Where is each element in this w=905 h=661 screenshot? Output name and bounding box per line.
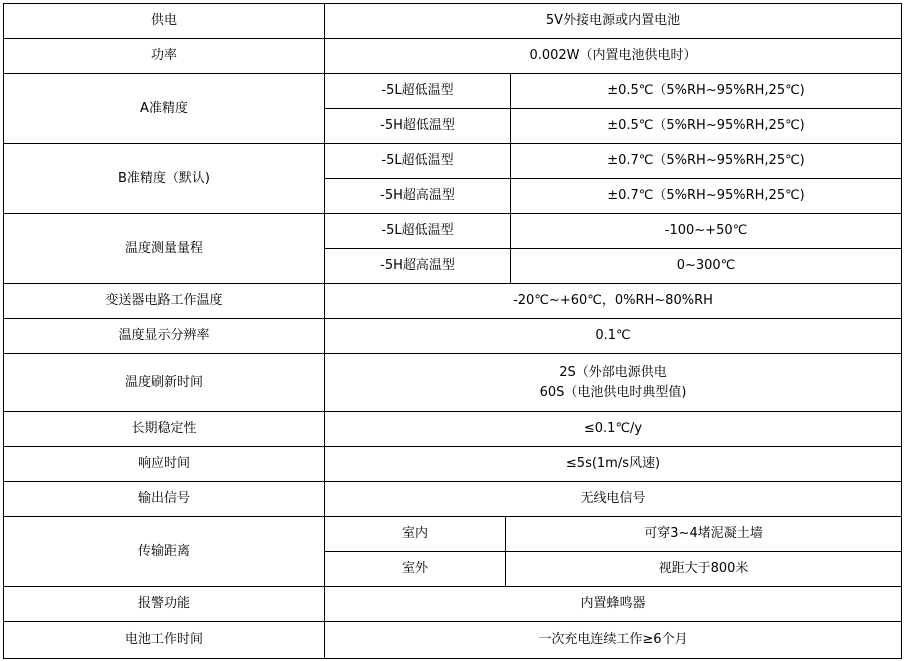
value-circuit-temp: -20℃~+60℃，0%RH~80%RH (324, 283, 902, 319)
refresh-line-1: 2S（外部电源供电 (559, 364, 667, 380)
transmission-place-1: 室内 (324, 516, 506, 552)
value-response: ≤5s(1m/s风速) (324, 446, 902, 482)
label-measure-range: 温度测量量程 (3, 213, 325, 284)
value-battery: 一次充电连续工作≥6个月 (324, 621, 902, 659)
refresh-line-2: 60S（电池供电时典型值) (539, 384, 687, 400)
value-output: 无线电信号 (324, 481, 902, 517)
value-power-supply: 5V外接电源或内置电池 (324, 3, 902, 39)
transmission-value-1: 可穿3~4堵泥凝土墙 (505, 516, 902, 552)
value-resolution: 0.1℃ (324, 318, 902, 354)
b-accuracy-value-1: ±0.7℃（5%RH~95%RH,25℃) (510, 143, 902, 179)
label-resolution: 温度显示分辨率 (3, 318, 325, 354)
label-circuit-temp: 变送器电路工作温度 (3, 283, 325, 319)
b-accuracy-model-2: -5H超高温型 (324, 178, 511, 214)
label-response: 响应时间 (3, 446, 325, 482)
measure-range-model-1: -5L超低温型 (324, 213, 511, 249)
b-accuracy-model-1: -5L超低温型 (324, 143, 511, 179)
label-alarm: 报警功能 (3, 586, 325, 622)
label-output: 输出信号 (3, 481, 325, 517)
label-battery: 电池工作时间 (3, 621, 325, 659)
value-refresh (324, 353, 902, 412)
measure-range-model-2: -5H超高温型 (324, 248, 511, 284)
label-a-accuracy: A准精度 (3, 73, 325, 144)
label-power-supply: 供电 (3, 3, 325, 39)
a-accuracy-model-1: -5L超低温型 (324, 73, 511, 109)
transmission-place-2: 室外 (324, 551, 506, 587)
transmission-value-2: 视距大于800米 (505, 551, 902, 587)
value-stability: ≤0.1℃/y (324, 411, 902, 447)
label-transmission: 传输距离 (3, 516, 325, 587)
spec-table (3, 3, 902, 659)
label-refresh: 温度刷新时间 (3, 353, 325, 412)
value-alarm: 内置蜂鸣器 (324, 586, 902, 622)
a-accuracy-value-1: ±0.5℃（5%RH~95%RH,25℃) (510, 73, 902, 109)
b-accuracy-value-2: ±0.7℃（5%RH~95%RH,25℃) (510, 178, 902, 214)
label-stability: 长期稳定性 (3, 411, 325, 447)
label-power: 功率 (3, 38, 325, 74)
a-accuracy-model-2: -5H超低温型 (324, 108, 511, 144)
a-accuracy-value-2: ±0.5℃（5%RH~95%RH,25℃) (510, 108, 902, 144)
value-power: 0.002W（内置电池供电时） (324, 38, 902, 74)
measure-range-value-1: -100~+50℃ (510, 213, 902, 249)
label-b-accuracy: B准精度（默认) (3, 143, 325, 214)
measure-range-value-2: 0~300℃ (510, 248, 902, 284)
